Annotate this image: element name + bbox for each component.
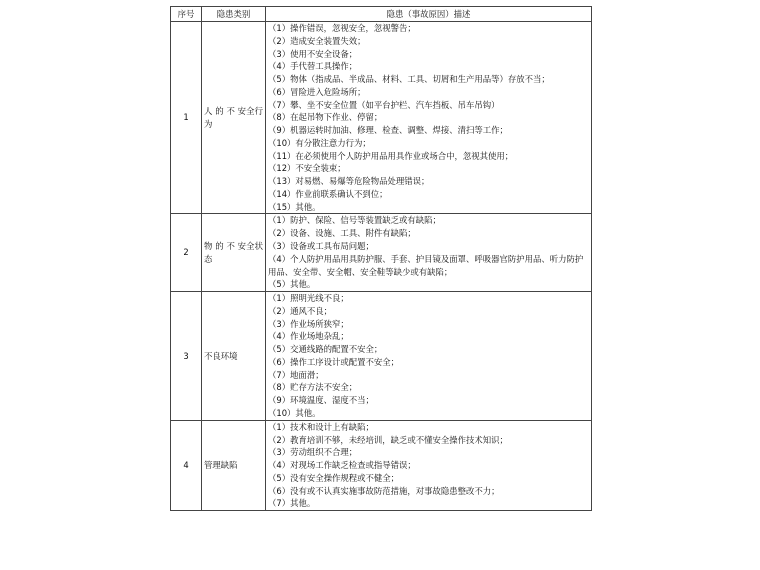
description-item: （2）设备、设施、工具、附件有缺陷； <box>268 228 416 239</box>
description-item: （7）其他。 <box>268 498 316 509</box>
description-item: （4）个人防护用品用具防护服、手套、护目镜及面罩、呼吸器官防护用品、听力防护用品、安全带、安全帽、安全鞋等缺少或有缺陷； <box>268 253 584 277</box>
description-item: （3）设备或工具布局问题； <box>268 241 374 252</box>
table-row <box>171 22 592 214</box>
description-item: （1）照明光线不良； <box>268 293 349 304</box>
description-item: （9）环境温度、湿度不当； <box>268 395 374 406</box>
description-item: （5）没有安全操作规程或不健全； <box>268 472 399 483</box>
description-item: （13）对易燃、易爆等危险物品处理错误； <box>268 176 430 187</box>
description-item: （4）手代替工具操作； <box>268 61 358 72</box>
description-item: （2）教育培训不够，未经培训，缺乏或不懂安全操作技术知识； <box>268 434 508 445</box>
hazard-description <box>266 292 592 421</box>
hazard-description <box>266 214 592 292</box>
header-description: 隐患（事故原因）描述 <box>266 7 592 22</box>
description-item: （7）地面滑； <box>268 369 324 380</box>
description-item: （6）没有或不认真实施事故防范措施，对事故隐患整改不力； <box>268 485 500 496</box>
description-item: （5）物体（指成品、半成品、材料、工具、切屑和生产用品等）存放不当； <box>268 74 550 85</box>
description-item: （1）防护、保险、信号等装置缺乏或有缺陷； <box>268 215 441 226</box>
description-item: （8）贮存方法不安全； <box>268 382 358 393</box>
description-item: （3）使用不安全设备； <box>268 48 358 59</box>
table-row <box>171 292 592 421</box>
description-item: （4）对现场工作缺乏检查或指导错误； <box>268 460 416 471</box>
description-item: （6）冒险进入危险场所； <box>268 86 366 97</box>
description-item: （14）作业前联系确认不到位； <box>268 188 388 199</box>
description-item: （6）操作工序设计或配置不安全； <box>268 356 399 367</box>
row-number: 1 <box>171 22 202 214</box>
hazard-description <box>266 22 592 214</box>
description-item: （3）作业场所狭窄； <box>268 318 349 329</box>
description-item: （10）有分散注意力行为； <box>268 137 371 148</box>
description-item: （10）其他。 <box>268 407 321 418</box>
description-item: （1）技术和设计上有缺陷； <box>268 421 374 432</box>
description-item: （2）通风不良； <box>268 305 332 316</box>
table-body <box>171 22 592 511</box>
row-number: 3 <box>171 292 202 421</box>
table-header-row <box>171 7 592 22</box>
hazard-category: 人 的 不 安全行为 <box>202 22 266 214</box>
row-number: 4 <box>171 420 202 510</box>
description-item: （2）造成安全装置失效； <box>268 35 366 46</box>
description-item: （5）其他。 <box>268 279 316 290</box>
hazard-category: 物 的 不 安全状态 <box>202 214 266 292</box>
description-item: （9）机器运转时加油、修理、检查、调整、焊接、清扫等工作； <box>268 125 508 136</box>
description-item: （3）劳动组织不合理； <box>268 447 358 458</box>
header-no: 序号 <box>171 7 202 22</box>
description-item: （8）在起吊物下作业、停留； <box>268 112 383 123</box>
description-item: （11）在必须使用个人防护用品用具作业或场合中，忽视其使用； <box>268 150 514 161</box>
description-item: （12）不安全装束； <box>268 163 346 174</box>
description-item: （1）操作错误，忽视安全，忽视警告； <box>268 23 416 33</box>
description-item: （15）其他。 <box>268 201 321 212</box>
description-item: （5）交通线路的配置不安全； <box>268 344 383 355</box>
description-item: （7）攀、坐不安全位置（如平台护栏、汽车挡板、吊车吊钩） <box>268 99 500 110</box>
row-number: 2 <box>171 214 202 292</box>
hazard-category: 管理缺陷 <box>202 420 266 510</box>
description-item: （4）作业场地杂乱； <box>268 331 349 342</box>
table-row <box>171 214 592 292</box>
hazard-description <box>266 420 592 510</box>
table-row <box>171 420 592 510</box>
header-category: 隐患类别 <box>202 7 266 22</box>
hazard-category: 不良环境 <box>202 292 266 421</box>
hazard-table <box>170 6 592 511</box>
